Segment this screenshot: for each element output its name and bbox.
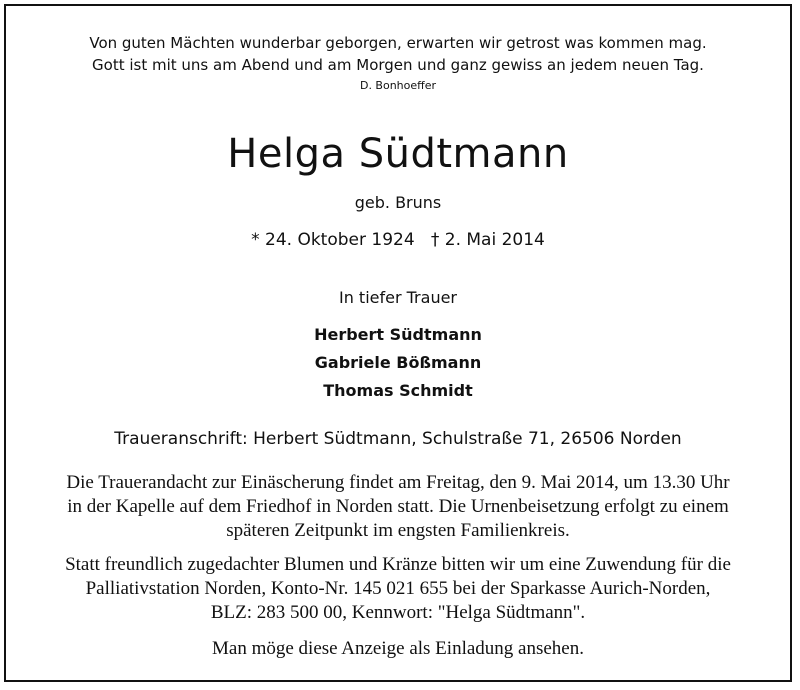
service-line: späteren Zeitpunkt im engsten Familienkreis. [226,520,570,541]
deceased-name: Helga Südtmann [227,131,569,177]
mourning-heading: In tiefer Trauer [338,288,457,307]
service-line: in der Kapelle auf dem Friedhof in Norden statt. Die Urnenbeisetzung erfolgt zu einem [67,496,729,517]
obituary-frame [4,4,792,682]
mourner-name: Gabriele Bößmann [314,353,482,372]
mourning-address: Traueranschrift: Herbert Südtmann, Schulstraße 71, 26506 Norden [114,429,682,449]
mourner-name: Herbert Südtmann [314,325,482,344]
donation-line: Palliativstation Norden, Konto-Nr. 145 021 655 bei der Sparkasse Aurich-Norden, [85,578,711,599]
motto-line-1: Von guten Mächten wunderbar geborgen, erwarten wir getrost was kommen mag. [89,34,707,52]
closing-note: Man möge diese Anzeige als Einladung ansehen. [212,638,584,659]
motto-line-2: Gott ist mit uns am Abend und am Morgen und ganz gewiss an jedem neuen Tag. [92,56,704,74]
service-line: Die Trauerandacht zur Einäscherung findet am Freitag, den 9. Mai 2014, um 13.30 Uhr [66,472,730,493]
donation-line: BLZ: 283 500 00, Kennwort: "Helga Südtmann". [210,602,586,623]
mourner-name: Thomas Schmidt [323,381,473,400]
maiden-name: geb. Bruns [354,193,442,212]
motto-author: D. Bonhoeffer [359,79,437,92]
life-dates: * 24. Oktober 1924 † 2. Mai 2014 [251,230,545,250]
donation-line: Statt freundlich zugedachter Blumen und Kränze bitten wir um eine Zuwendung für die [65,554,731,575]
